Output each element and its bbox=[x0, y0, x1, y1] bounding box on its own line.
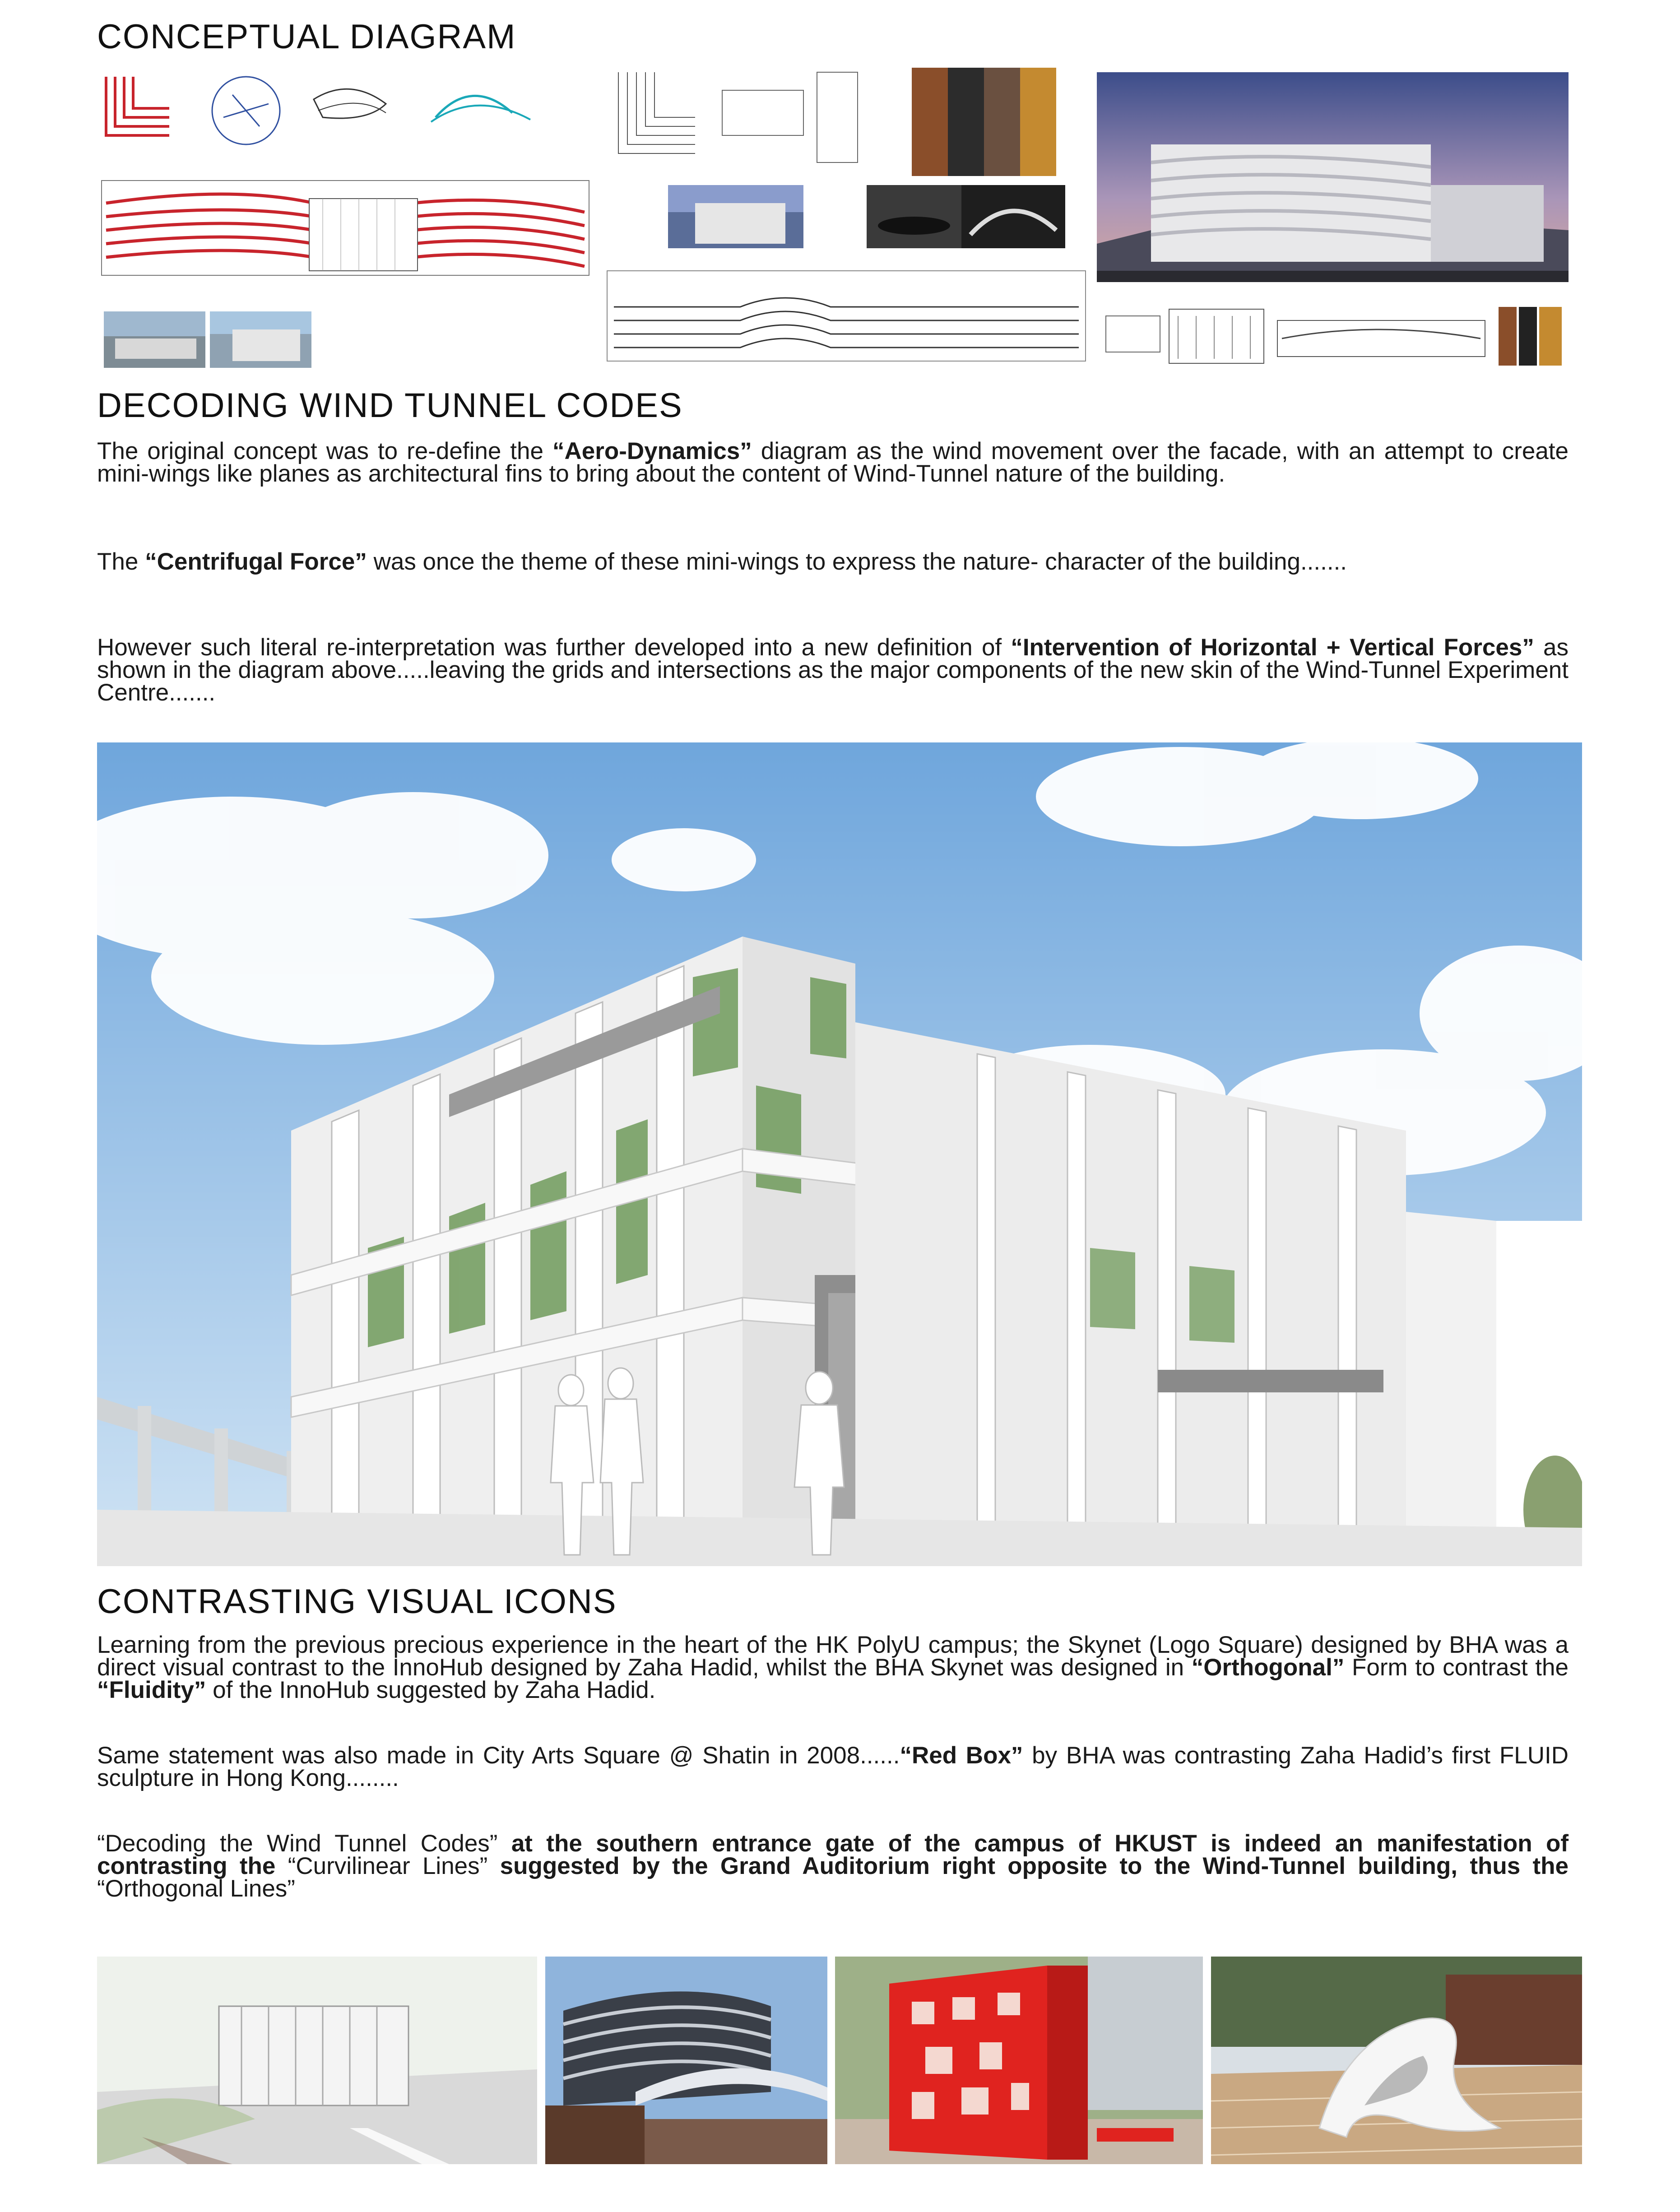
photo-fluid-sculpture bbox=[1211, 1957, 1582, 2164]
concept-sketches-panel bbox=[97, 68, 594, 370]
decoding-paragraph-3: However such literal re-interpretation was further developed into a new definition of “Intervention of Horizontal + Vertical Forces” as shown in the diagram above.....leaving the grids and intersections as the major components of the new skin of the Wind-Tunnel Experiment Centre....... bbox=[97, 634, 1569, 706]
night-render-panel bbox=[1097, 72, 1569, 282]
section-title-conceptual: CONCEPTUAL DIAGRAM bbox=[97, 18, 516, 56]
decoding-paragraph-2: The “Centrifugal Force” was once the theme of these mini-wings to express the nature- character of the building....... bbox=[97, 548, 1347, 575]
photo-hkust-entrance bbox=[97, 1957, 537, 2164]
contrasting-paragraph-1: Learning from the previous precious experience in the heart of the HK PolyU campus; the Skynet (Logo Square) designed by BHA was a direct visual contrast to the InnoHub designed by Zaha Hadid, whilst the BHA Skynet was designed in “Orthogonal” Form to contrast the “Fluidity” of the InnoHub suggested by Zaha Hadid. bbox=[97, 1632, 1569, 1703]
contrasting-paragraph-2: Same statement was also made in City Arts Square @ Shatin in 2008......“Red Box” by BHA was contrasting Zaha Hadid’s first FLUID sculpture in Hong Kong........ bbox=[97, 1742, 1569, 1791]
technical-drawings-panel bbox=[605, 54, 1088, 370]
section-title-contrasting: CONTRASTING VISUAL ICONS bbox=[97, 1582, 617, 1621]
detail-drawings-panel bbox=[1097, 302, 1569, 370]
photo-innohub bbox=[545, 1957, 827, 2164]
decoding-paragraph-1: The original concept was to re-define the “Aero-Dynamics” diagram as the wind movement over the facade, with an attempt to create mini-wings like planes as architectural fins to bring about the content of Wind-Tunnel nature of the building. bbox=[97, 438, 1569, 487]
photo-red-box bbox=[835, 1957, 1203, 2164]
building-rendering bbox=[97, 742, 1582, 1566]
section-title-decoding: DECODING WIND TUNNEL CODES bbox=[97, 386, 683, 425]
contrasting-paragraph-3: “Decoding the Wind Tunnel Codes” at the southern entrance gate of the campus of HKUST is indeed an manifestation of contrasting the “Curvilinear Lines” suggested by the Grand Auditorium right opposite to the Wind-Tunnel building, thus the “Orthogonal Lines” bbox=[97, 1830, 1569, 1902]
